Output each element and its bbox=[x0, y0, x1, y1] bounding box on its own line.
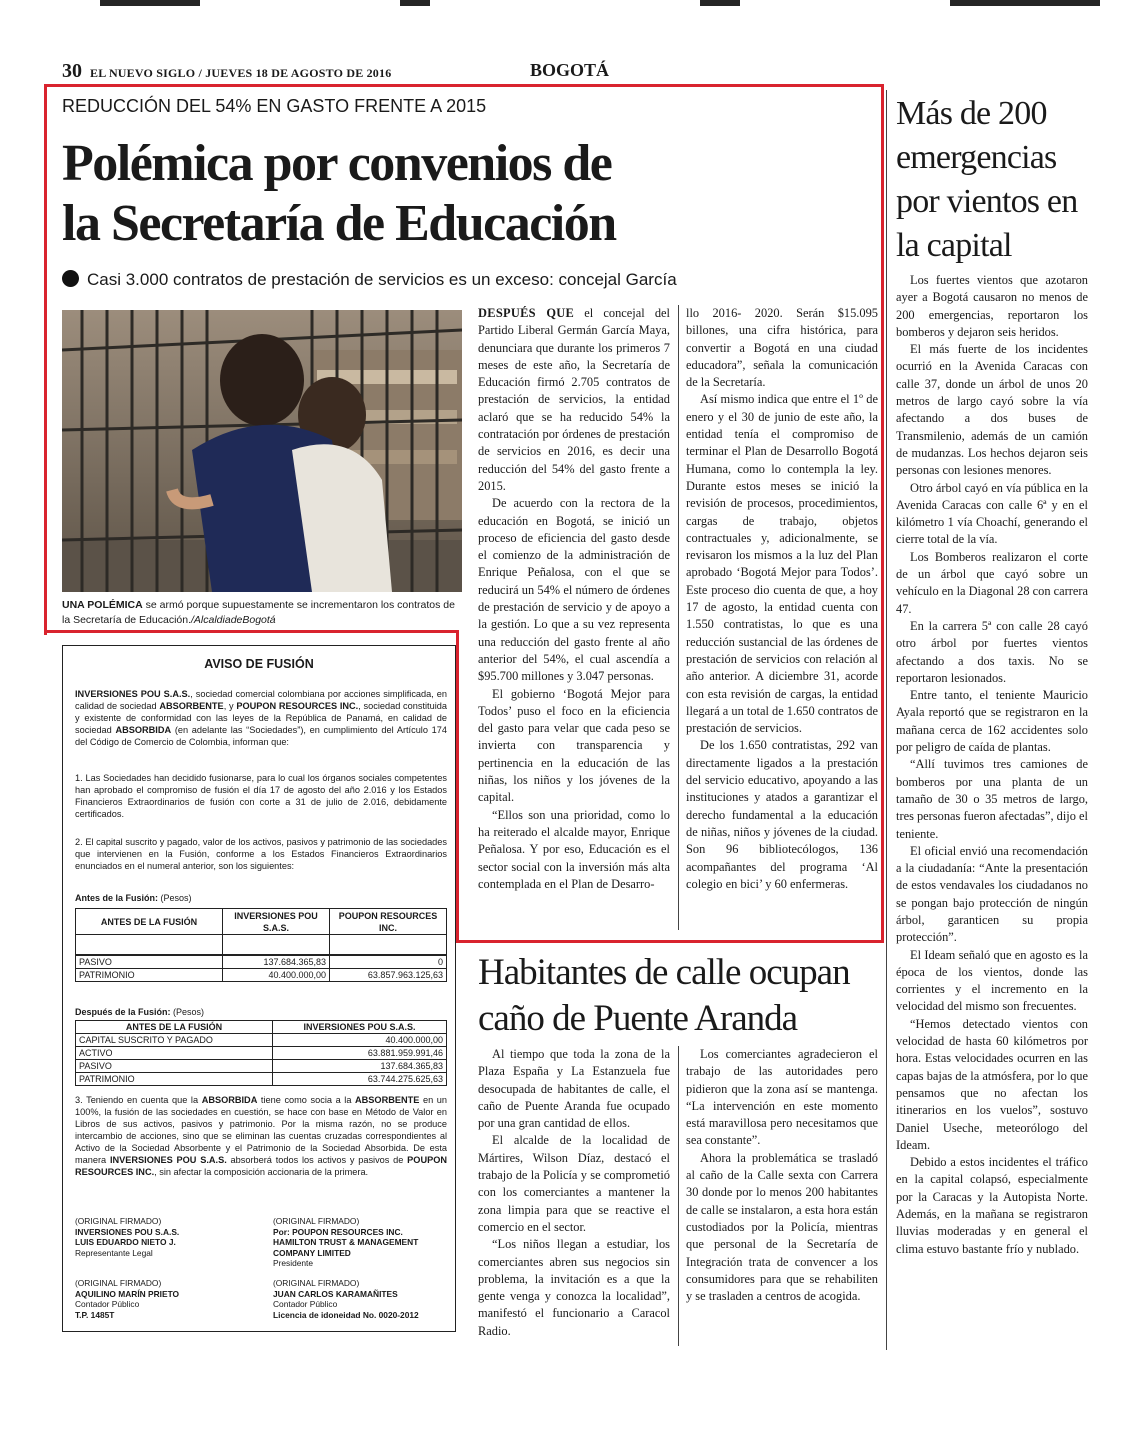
table-row: PASIVO 137.684.365,83 bbox=[76, 1060, 447, 1073]
notice-point-2: 2. El capital suscrito y pagado, valor de los activos, pasivos y patrimonio de las sociedades que intervienen en la Fusión, conforme a los Estados Financieros Extraordinarios enunciados en el numeral anterior, son los siguientes: bbox=[75, 837, 447, 871]
article-headline bbox=[62, 134, 862, 254]
signature-block: (ORIGINAL FIRMADO) JUAN CARLOS KARAMAÑITES Contador Público Licencia de idoneidad No. 0020-2012 bbox=[273, 1278, 419, 1320]
side-article-body bbox=[896, 272, 1088, 1258]
page-edge-strip bbox=[100, 0, 1100, 6]
bottom-article-column-1 bbox=[478, 1046, 670, 1340]
table-row: CAPITAL SUSCRITO Y PAGADO 40.400.000,00 bbox=[76, 1034, 447, 1047]
paragraph: Al tiempo que toda la zona de la Plaza España y La Estanzuela fue desocupada de habitantes de calle, el caño de Puente Aranda fue ocupado por una gran cantidad de ellos. bbox=[478, 1047, 670, 1131]
column-divider bbox=[678, 305, 679, 930]
paragraph: De los 1.650 contratistas, 292 van directamente ligados a la prestación del servicio educativo, apoyando a las instituciones y atados a garantizar el derecho fundamental a la educación de niñas, niños y jóvenes de la ciudad. Son 96 bibliotecólogos, 136 acompañantes del programa ‘Al colegio en bici’ y 60 enfermeras. bbox=[686, 738, 878, 891]
photo-caption bbox=[62, 598, 462, 628]
article-photo bbox=[62, 310, 462, 592]
paragraph: En la carrera 5ª con calle 28 cayó otro árbol por fuertes vientos afectando a dos taxis. No se reportaron lesionados. bbox=[896, 618, 1088, 685]
section-name: BOGOTÁ bbox=[530, 60, 610, 80]
notice-point-3: 3. Teniendo en cuenta que la ABSORBIDA tiene como socia a la ABSORBENTE en un 100%, la fusión de las sociedades en cuestión, se hace con base en Método de Valor en Libros de sus activos, pasivos y patrimonio. Por la misma razón, no se produce intercambio de acciones, sino que se eliminan las cuentas cruzadas correspondientes al Activo de la Sociedad Absorbente y el Patrimonio de la Sociedad Absorbida. De esta manera INVERSIONES POU S.A.S. absorberá todos los activos y pasivos de POUPON RESOURCES INC., sin afectar la composición accionaria de la primera. bbox=[75, 1095, 447, 1177]
paragraph: El Ideam señaló que en agosto es la época de los vientos, donde las corrientes y el incremento en la velocidad del mismo son frecuentes. bbox=[896, 947, 1088, 1014]
signature-block: (ORIGINAL FIRMADO) INVERSIONES POU S.A.S. LUIS EDUARDO NIETO J. Representante Legal bbox=[75, 1216, 180, 1258]
article-kicker: REDUCCIÓN DEL 54% EN GASTO FRENTE A 2015 bbox=[62, 96, 487, 116]
table-row: ACTIVO 63.881.959.991,46 bbox=[76, 1047, 447, 1060]
before-fusion-table bbox=[75, 908, 447, 982]
bottom-article-headline: Habitantes de calle ocupan caño de Puente Aranda bbox=[478, 952, 850, 1039]
lead-in: DESPUÉS QUE bbox=[478, 306, 575, 320]
paragraph: Los fuertes vientos que azotaron ayer a Bogotá causaron no menos de 200 emergencias, reportaron los bomberos y dejaron seis heridos. bbox=[896, 273, 1088, 339]
paragraph: El oficial envió una recomendación a la ciudadanía: “Ante la presentación de estos vendavales los ciudadanos no se pongan bajo protección de ningún árbol, garanticen su propia protección”. bbox=[896, 843, 1088, 945]
paragraph: El gobierno ‘Bogotá Mejor para Todos’ puso el foco en la eficiencia del gasto para velar que cada peso se invierta con transparencia y pertinencia en la educación de las niñas, los niños y los jóvenes de la capital. bbox=[478, 686, 670, 805]
paragraph: El más fuerte de los incidentes ocurrió en la Avenida Caracas con calle 37, donde un árbol de unos 20 metros de largo cayó sobre la vía afectando a dos buses de Transmilenio, además de un camión de mudanzas. Los hechos dejaron seis personas con lesiones menores. bbox=[896, 342, 1088, 478]
paragraph: Debido a estos incidentes el tráfico en la capital colapsó, especialmente por la Caracas y la Autopista Norte. Además, en la mañana se registraron lluvias moderadas y en general el clima estuvo bastante frío y nublado. bbox=[896, 1155, 1088, 1256]
caption-lead: UNA POLÉMICA bbox=[62, 599, 143, 611]
table-header-row: ANTES DE LA FUSIÓN INVERSIONES POU S.A.S. bbox=[76, 1021, 447, 1034]
photo-credit: /AlcaldiadeBogotá bbox=[191, 614, 276, 626]
paragraph: Ahora la problemática se trasladó al caño de la Calle sexta con Carrera 30 donde por lo menos 200 habitantes de calle se instalaron, a esta hora están custodiados por la Policía, mientras que personal de la Secretaría de Integración trata de convencer a los consumidores para que se rehabiliten y se trasladen a centros de acogida. bbox=[686, 1150, 878, 1304]
caption-text: se armó porque supuestamente se incrementaron los contratos de la Secretaría de Educación. bbox=[62, 599, 455, 626]
headline-line-1: Polémica por convenios de bbox=[62, 135, 612, 192]
after-fusion-table bbox=[75, 1020, 447, 1086]
bullet-icon bbox=[62, 270, 79, 287]
publication-dateline: EL NUEVO SIGLO / JUEVES 18 DE AGOSTO DE 2016 bbox=[90, 66, 392, 80]
article-deck bbox=[62, 270, 862, 290]
paragraph: “Ellos son una prioridad, como lo ha reiterado el alcalde mayor, Enrique Peñalosa. Y por eso, Educación es el sector social con la inversión más alta contemplada en el Plan de Desarro- bbox=[478, 807, 670, 891]
before-fusion-label: Antes de la Fusión: (Pesos) bbox=[75, 893, 192, 903]
signature-block: (ORIGINAL FIRMADO) Por: POUPON RESOURCES INC. HAMILTON TRUST & MANAGEMENT COMPANY LIMITED Presidente bbox=[273, 1216, 419, 1268]
notice-title: AVISO DE FUSIÓN bbox=[204, 657, 314, 671]
paragraph: “Hemos detectado vientos con velocidad de hasta 60 kilómetros por hora. Estas velocidades ocurren en las capas bajas de la atmósfera, por lo que pensamos que no afectan los itinerarios en los vuelos”, sostuvo Daniel Useche, meteorólogo del Ideam. bbox=[896, 1016, 1088, 1152]
side-article-headline: Más de 200 emergencias por vientos en la capital bbox=[896, 95, 1078, 264]
paragraph: Así mismo indica que entre el 1º de enero y el 30 de junio de este año, la entidad tenía el compromiso de terminar el Plan de Desarrollo Bogotá Humana, como lo contempla la ley. Durante estos meses se inició la revisión de procesos, procedimientos, cargas de trabajo, objetos contractuales y, adicionalmente, se revisaron los mismos a la luz del Plan aprobado ‘Bogotá Mejor para Todos’. Este proceso dio cuenta de que, a hoy 17 de agosto, la entidad cuenta con 1.550 contratistas, lo que es una reducción sustancial de las órdenes de prestación de servicios con relación al año anterior. A diciembre 31, acorde con esta revisión de cargas, la entidad llegará a un total de 1.650 contratos de prestación de servicios. bbox=[686, 392, 878, 736]
table-row: PATRIMONIO 40.400.000,00 63.857.963.125,63 bbox=[76, 968, 447, 981]
page-number: 30 bbox=[62, 60, 82, 82]
paragraph: Los Bomberos realizaron el corte de un árbol que cayó sobre un vehículo en la Diagonal 28 con carrera 47. bbox=[896, 549, 1088, 616]
paragraph: De acuerdo con la rectora de la educación en Bogotá, se inició un proceso de eficiencia del gasto desde el comienzo de la administración de Enrique Peñalosa, con el que se reducirá un 54% el número de órdenes de prestación de servicio y de apoyo a la gestión. Lo que a su vez representa una reducción del gasto frente al año anterior del 54%, el cual ascendía a $95.700 millones y 3.047 personas. bbox=[478, 496, 670, 684]
column-divider bbox=[678, 1046, 679, 1346]
main-article-column-1 bbox=[478, 305, 670, 893]
merger-notice bbox=[62, 645, 456, 1332]
headline-line-2: la Secretaría de Educación bbox=[62, 195, 616, 252]
notice-point-1: 1. Las Sociedades han decidido fusionarse, para lo cual los órganos sociales competentes han aprobado el compromiso de fusión el día 17 de agosto del año 2.016 y los Estados Financieros Extraordinarios de fusión con corte a 31 de julio de 2.016, debidamente certificados. bbox=[75, 773, 447, 819]
bottom-article-column-2 bbox=[686, 1046, 878, 1305]
after-fusion-label: Después de la Fusión: (Pesos) bbox=[75, 1007, 205, 1017]
paragraph: “Allí tuvimos tres camiones de bomberos por una planta de un tamaño de 30 o 35 metros de largo, tres personas fueron afectadas”, dijo el teniente. bbox=[896, 757, 1088, 841]
table-row: PASIVO 137.684.365,83 0 bbox=[76, 955, 447, 969]
highlight-frame-step bbox=[44, 630, 459, 633]
paragraph: llo 2016- 2020. Serán $15.095 billones, una cifra histórica, para convertir a Bogotá en una ciudad educadora”, señala la comunicación de la Secretaría. bbox=[686, 306, 878, 390]
main-article-column-2 bbox=[686, 305, 878, 893]
notice-intro: INVERSIONES POU S.A.S., sociedad comercial colombiana por acciones simplificada, en calidad de sociedad ABSORBENTE, y POUPON RESOURCES INC., sociedad constituida y existente de conformidad con las leyes de la República de Panamá, en calidad de sociedad ABSORBIDA (en adelante las “Sociedades”), en cumplimiento del Artículo 174 del Código de Comercio de Colombia, informan que: bbox=[75, 689, 448, 747]
deck-text: Casi 3.000 contratos de prestación de servicios es un exceso: concejal García bbox=[87, 270, 677, 289]
table-row: PATRIMONIO 63.744.275.625,63 bbox=[76, 1073, 447, 1086]
paragraph: DESPUÉS QUE el concejal del Partido Liberal Germán García Maya, denunciara que durante los primeros 7 meses de este año, la Secretaría de Educación firmó 2.705 contratos de prestación de servicios, la entidad aclaró que se ha reducido 54% la contratación por órdenes de prestación de servicios en 2016, es decir una reducción del 54% del gasto frente a 2015. bbox=[478, 306, 670, 493]
table-row bbox=[76, 935, 447, 955]
column-divider bbox=[886, 90, 887, 1350]
paragraph: Entre tanto, el teniente Mauricio Ayala reportó que se registraron en la mañana cerca de 162 accidentes solo por peligro de caída de plantas. bbox=[896, 688, 1088, 755]
paragraph: “Los niños llegan a estudiar, los comerciantes abren sus negocios sin problema, la invitación es a que la gente venga y conozca la localidad”, manifestó el funcionario a Caracol Radio. bbox=[478, 1237, 670, 1338]
signature-block: (ORIGINAL FIRMADO) AQUILINO MARÍN PRIETO Contador Público T.P. 1485T bbox=[75, 1278, 180, 1320]
paragraph: Los comerciantes agradecieron el trabajo de las autoridades pero pidieron que la zona así se mantenga. “La intervención en este momento está maravillosa pero necesitamos que sea constante”. bbox=[686, 1047, 878, 1148]
children-at-fence-illustration bbox=[62, 310, 462, 592]
paragraph: Otro árbol cayó en vía pública en la Avenida Caracas con calle 6ª y en el kilómetro 1 vía Choachí, generando el cierre total de la vía. bbox=[896, 480, 1088, 547]
table-header-row: ANTES DE LA FUSIÓN INVERSIONES POU S.A.S. POUPON RESOURCES INC. bbox=[76, 909, 447, 935]
paragraph: El alcalde de la localidad de Mártires, Wilson Díaz, destacó el trabajo de la Policía y se comprometió con los comerciantes a mantener la zona limpia para que se reactive el comercio en el sector. bbox=[478, 1133, 670, 1234]
